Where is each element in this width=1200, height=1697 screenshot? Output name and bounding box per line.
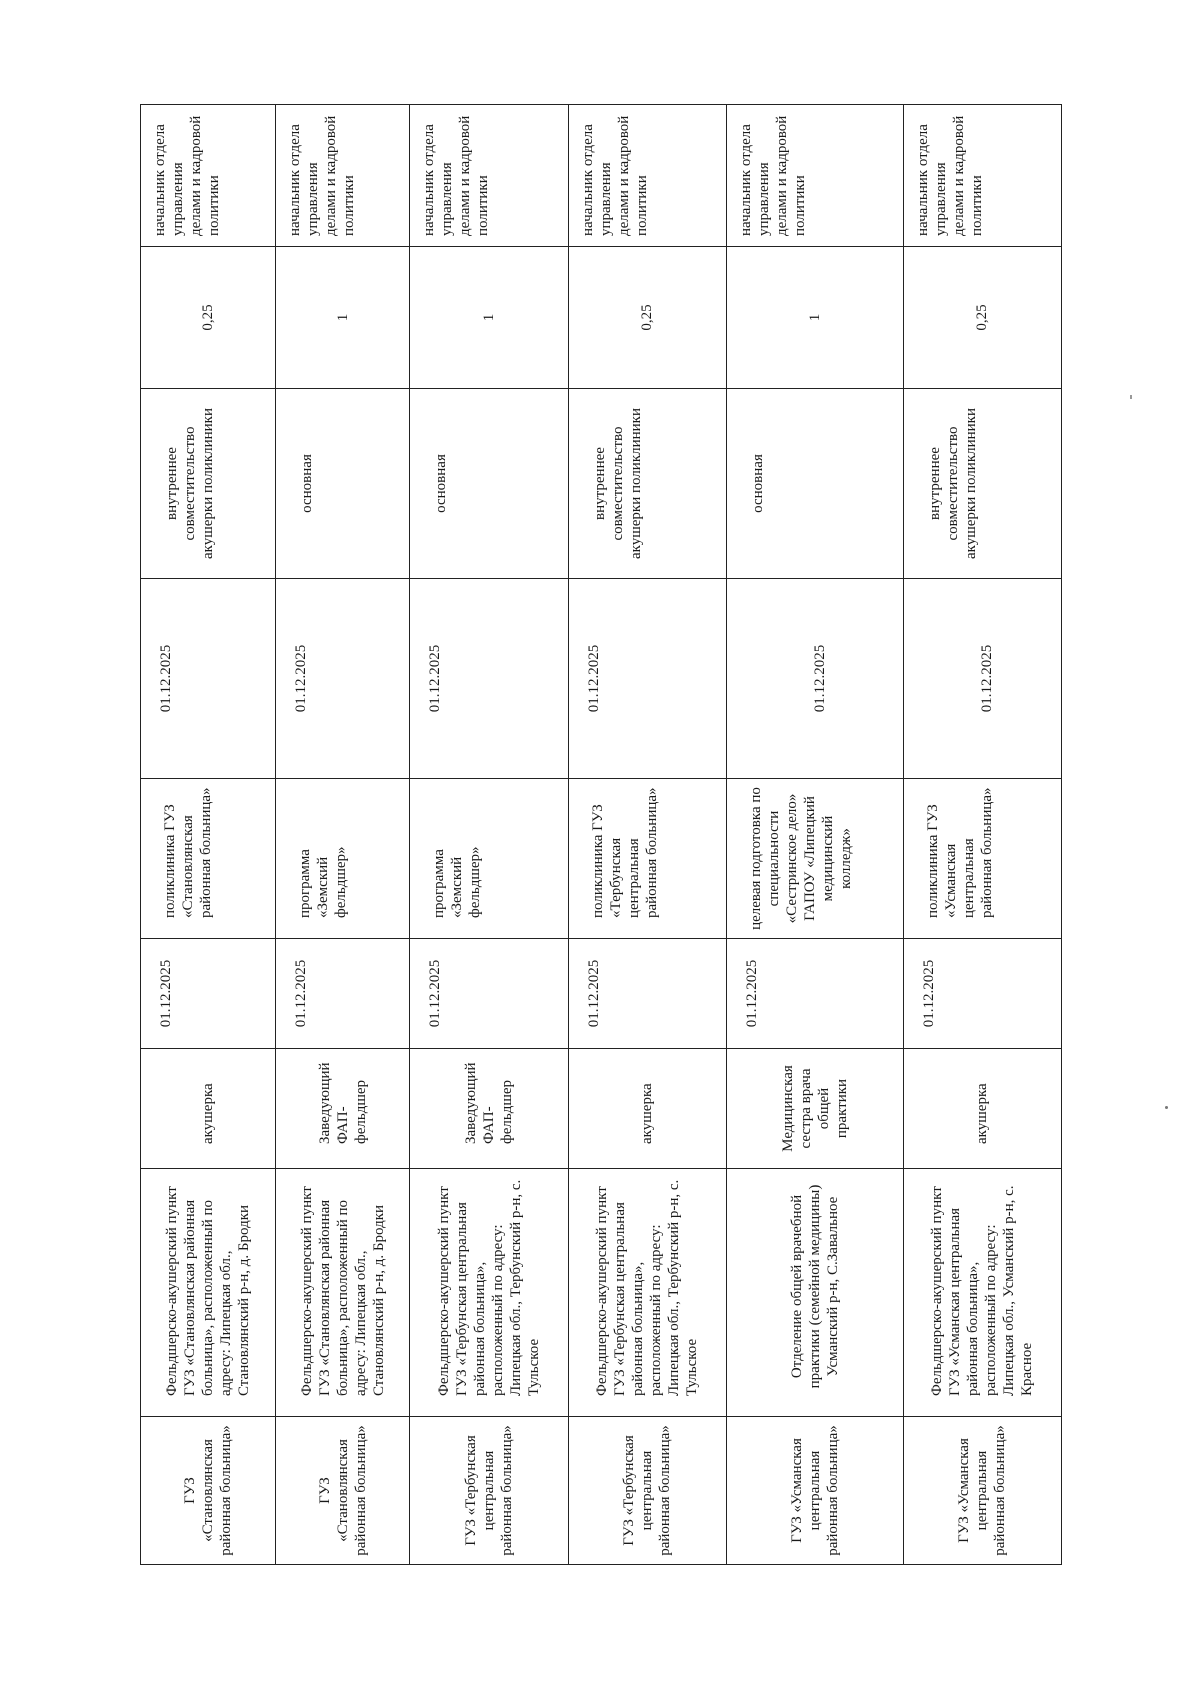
rate-cell: 1	[410, 247, 568, 389]
address-cell: Фельдшерско-акушерский пункт ГУЗ «Становлянская районная больница», расположенный по адресу: Липецкая обл., Становлянский р-н, д. Бродки	[275, 1169, 410, 1417]
date-open-cell: 01.12.2025	[141, 939, 276, 1049]
date-fill-cell: 01.12.2025	[410, 579, 568, 779]
address-cell: Фельдшерско-акушерский пункт ГУЗ «Тербунская центральная районная больница», расположенный по адресу: Липецкая обл., Тербунский р-н, с. Тульское	[410, 1169, 568, 1417]
date-fill-cell: 01.12.2025	[568, 579, 726, 779]
responsible-cell: начальник отдела управления делами и кадровой политики	[727, 105, 904, 247]
responsible-cell: начальник отдела управления делами и кадровой политики	[410, 105, 568, 247]
date-open-cell: 01.12.2025	[568, 939, 726, 1049]
org-cell: ГУЗ «Становлянская районная больница»	[275, 1417, 410, 1565]
date-open-cell: 01.12.2025	[410, 939, 568, 1049]
address-cell: Фельдшерско-акушерский пункт ГУЗ «Усманская центральная районная больница», расположенный по адресу: Липецкая обл., Усманский р-н, с. Красное	[903, 1169, 1061, 1417]
table-row	[275, 105, 410, 1565]
date-fill-cell: 01.12.2025	[727, 579, 904, 779]
table-row	[141, 105, 276, 1565]
date-open-cell: 01.12.2025	[903, 939, 1061, 1049]
rate-cell: 0,25	[568, 247, 726, 389]
rate-cell: 0,25	[141, 247, 276, 389]
org-cell: ГУЗ «Усманская центральная районная больница»	[727, 1417, 904, 1565]
table-row	[410, 105, 568, 1565]
employment-cell: внутреннее совместительство акушерки поликлиники	[141, 389, 276, 579]
address-cell: Фельдшерско-акушерский пункт ГУЗ «Тербунская центральная районная больница», расположенный по адресу: Липецкая обл., Тербунский р-н, с. Тульское	[568, 1169, 726, 1417]
rotated-table-container	[140, 105, 1062, 1565]
table-row	[903, 105, 1061, 1565]
source-cell: поликлиника ГУЗ «Усманская центральная районная больница»	[903, 779, 1061, 939]
scan-speck	[1130, 395, 1132, 399]
position-cell: Заведующий ФАП-фельдшер	[275, 1049, 410, 1169]
responsible-cell: начальник отдела управления делами и кадровой политики	[903, 105, 1061, 247]
employment-cell: основная	[727, 389, 904, 579]
org-cell: ГУЗ «Тербунская центральная районная больница»	[568, 1417, 726, 1565]
org-cell: ГУЗ «Усманская центральная районная больница»	[903, 1417, 1061, 1565]
source-cell: поликлиника ГУЗ «Тербунская центральная районная больница»	[568, 779, 726, 939]
responsible-cell: начальник отдела управления делами и кадровой политики	[568, 105, 726, 247]
table-row	[568, 105, 726, 1565]
responsible-cell: начальник отдела управления делами и кадровой политики	[275, 105, 410, 247]
rate-cell: 0,25	[903, 247, 1061, 389]
date-fill-cell: 01.12.2025	[903, 579, 1061, 779]
table-row	[727, 105, 904, 1565]
position-cell: акушерка	[568, 1049, 726, 1169]
vacancy-table	[140, 104, 1062, 1565]
employment-cell: основная	[410, 389, 568, 579]
rate-cell: 1	[727, 247, 904, 389]
rate-cell: 1	[275, 247, 410, 389]
source-cell: программа «Земский фельдшер»	[275, 779, 410, 939]
source-cell: программа «Земский фельдшер»	[410, 779, 568, 939]
org-cell: ГУЗ «Становлянская районная больница»	[141, 1417, 276, 1565]
date-open-cell: 01.12.2025	[275, 939, 410, 1049]
date-open-cell: 01.12.2025	[727, 939, 904, 1049]
date-fill-cell: 01.12.2025	[141, 579, 276, 779]
scan-speck	[1165, 1106, 1168, 1109]
address-cell: Фельдшерско-акушерский пункт ГУЗ «Становлянская районная больница», расположенный по адресу: Липецкая обл., Становлянский р-н, д. Бродки	[141, 1169, 276, 1417]
position-cell: Заведующий ФАП-фельдшер	[410, 1049, 568, 1169]
position-cell: акушерка	[141, 1049, 276, 1169]
position-cell: Медицинская сестра врача общей практики	[727, 1049, 904, 1169]
employment-cell: внутреннее совместительство акушерки поликлиники	[568, 389, 726, 579]
date-fill-cell: 01.12.2025	[275, 579, 410, 779]
employment-cell: внутреннее совместительство акушерки поликлиники	[903, 389, 1061, 579]
employment-cell: основная	[275, 389, 410, 579]
source-cell: поликлиника ГУЗ «Становлянская районная больница»	[141, 779, 276, 939]
responsible-cell: начальник отдела управления делами и кадровой политики	[141, 105, 276, 247]
address-cell: Отделение общей врачебной практики (семейной медицины) Усманский р-н, С.Завальное	[727, 1169, 904, 1417]
source-cell: целевая подготовка по специальности «Сестринское дело» ГАПОУ «Липецкий медицинский колледж»	[727, 779, 904, 939]
org-cell: ГУЗ «Тербунская центральная районная больница»	[410, 1417, 568, 1565]
position-cell: акушерка	[903, 1049, 1061, 1169]
